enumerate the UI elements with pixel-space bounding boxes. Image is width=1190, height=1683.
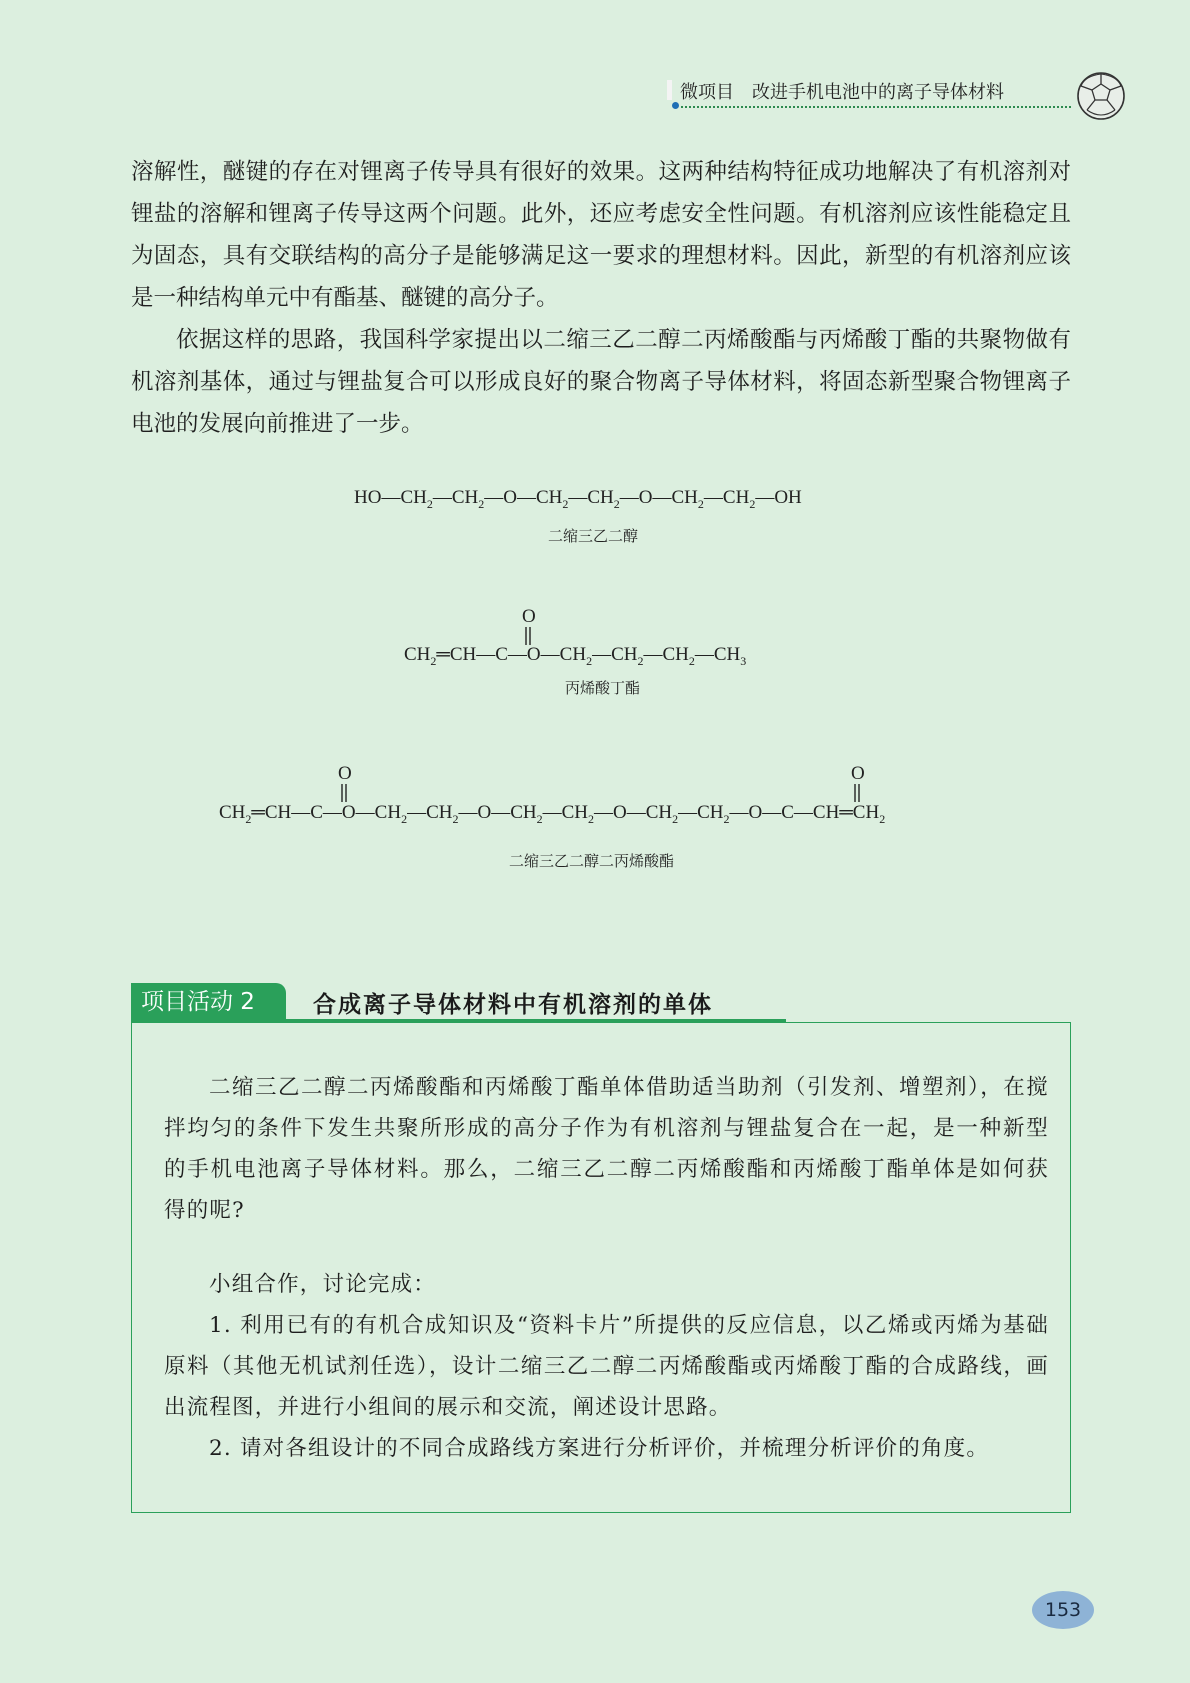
- page-number: 153: [1032, 1591, 1094, 1629]
- task-2: 2. 请对各组设计的不同合成路线方案进行分析评价，并梳理分析评价的角度。: [209, 1436, 990, 1461]
- header-tick: [667, 80, 672, 100]
- task-1: 1. 利用已有的有机合成知识及“资料卡片”所提供的反应信息，以乙烯或丙烯为基础原料（其他无机试剂任选），设计二缩三乙二醇二丙烯酸酯或丙烯酸丁酯的合成路线，画出流程图，并进行小组间的展示和交流，阐述设计思路。: [164, 1313, 1049, 1420]
- carbonyl-oxygen-right: O: [851, 763, 865, 784]
- activity-title: 合成离子导体材料中有机溶剂的单体: [313, 992, 713, 1018]
- paragraph-1: 溶解性，醚键的存在对锂离子传导具有很好的效果。这两种结构特征成功地解决了有机溶剂对锂盐的溶解和锂离子传导这两个问题。此外，还应考虑安全性问题。有机溶剂应该性能稳定且为固态，具有交联结构的高分子是能够满足这一要求的理想材料。因此，新型的有机溶剂应该是一种结构单元中有酯基、醚键的高分子。: [131, 159, 1071, 311]
- activity-tasks: [164, 1264, 1049, 1469]
- structure-2-formula: $CH_2═CH—C—O—CH_2—CH_2—CH_2—CH_3$: [404, 644, 747, 668]
- activity-intro-text: 二缩三乙二醇二丙烯酸酯和丙烯酸丁酯单体借助适当助剂（引发剂、增塑剂），在搅拌均匀的条件下发生共聚所形成的高分子作为有机溶剂与锂盐复合在一起，是一种新型的手机电池离子导体材料。那么，二缩三乙二醇二丙烯酸酯和丙烯酸丁酯单体是如何获得的呢?: [164, 1075, 1049, 1223]
- double-bond-mark-right: [852, 784, 862, 804]
- body-text: [131, 151, 1071, 445]
- structure-2-caption: 丙烯酸丁酯: [565, 679, 641, 697]
- activity-tag: 项目活动 2: [131, 983, 286, 1021]
- structure-3-caption: 二缩三乙二醇二丙烯酸酯: [509, 852, 675, 870]
- fullerene-icon: [1075, 70, 1127, 122]
- task-heading: 小组合作，讨论完成：: [209, 1272, 437, 1297]
- header-dot: [672, 102, 679, 109]
- running-header: 微项目 改进手机电池中的离子导体材料: [680, 82, 1004, 103]
- structure-1-formula: $HO—CH_2—CH_2—O—CH_2—CH_2—O—CH_2—CH_2—OH$: [354, 487, 802, 511]
- carbonyl-oxygen-left: O: [338, 763, 352, 784]
- structure-1-caption: 二缩三乙二醇: [548, 527, 639, 545]
- double-bond-mark-left: [339, 784, 349, 804]
- paragraph-2: 依据这样的思路，我国科学家提出以二缩三乙二醇二丙烯酸酯与丙烯酸丁酯的共聚物做有机溶剂基体，通过与锂盐复合可以形成良好的聚合物离子导体材料，将固态新型聚合物锂离子电池的发展向前推进了一步。: [131, 327, 1071, 437]
- structure-3-formula: $CH_2═CH—C—O—CH_2—CH_2—O—CH_2—CH_2—O—CH_2—CH_2—O—C—CH═CH_2$: [219, 802, 886, 826]
- carbonyl-oxygen: O: [522, 606, 536, 627]
- activity-intro: [164, 1067, 1049, 1231]
- header-rule: [676, 106, 1071, 108]
